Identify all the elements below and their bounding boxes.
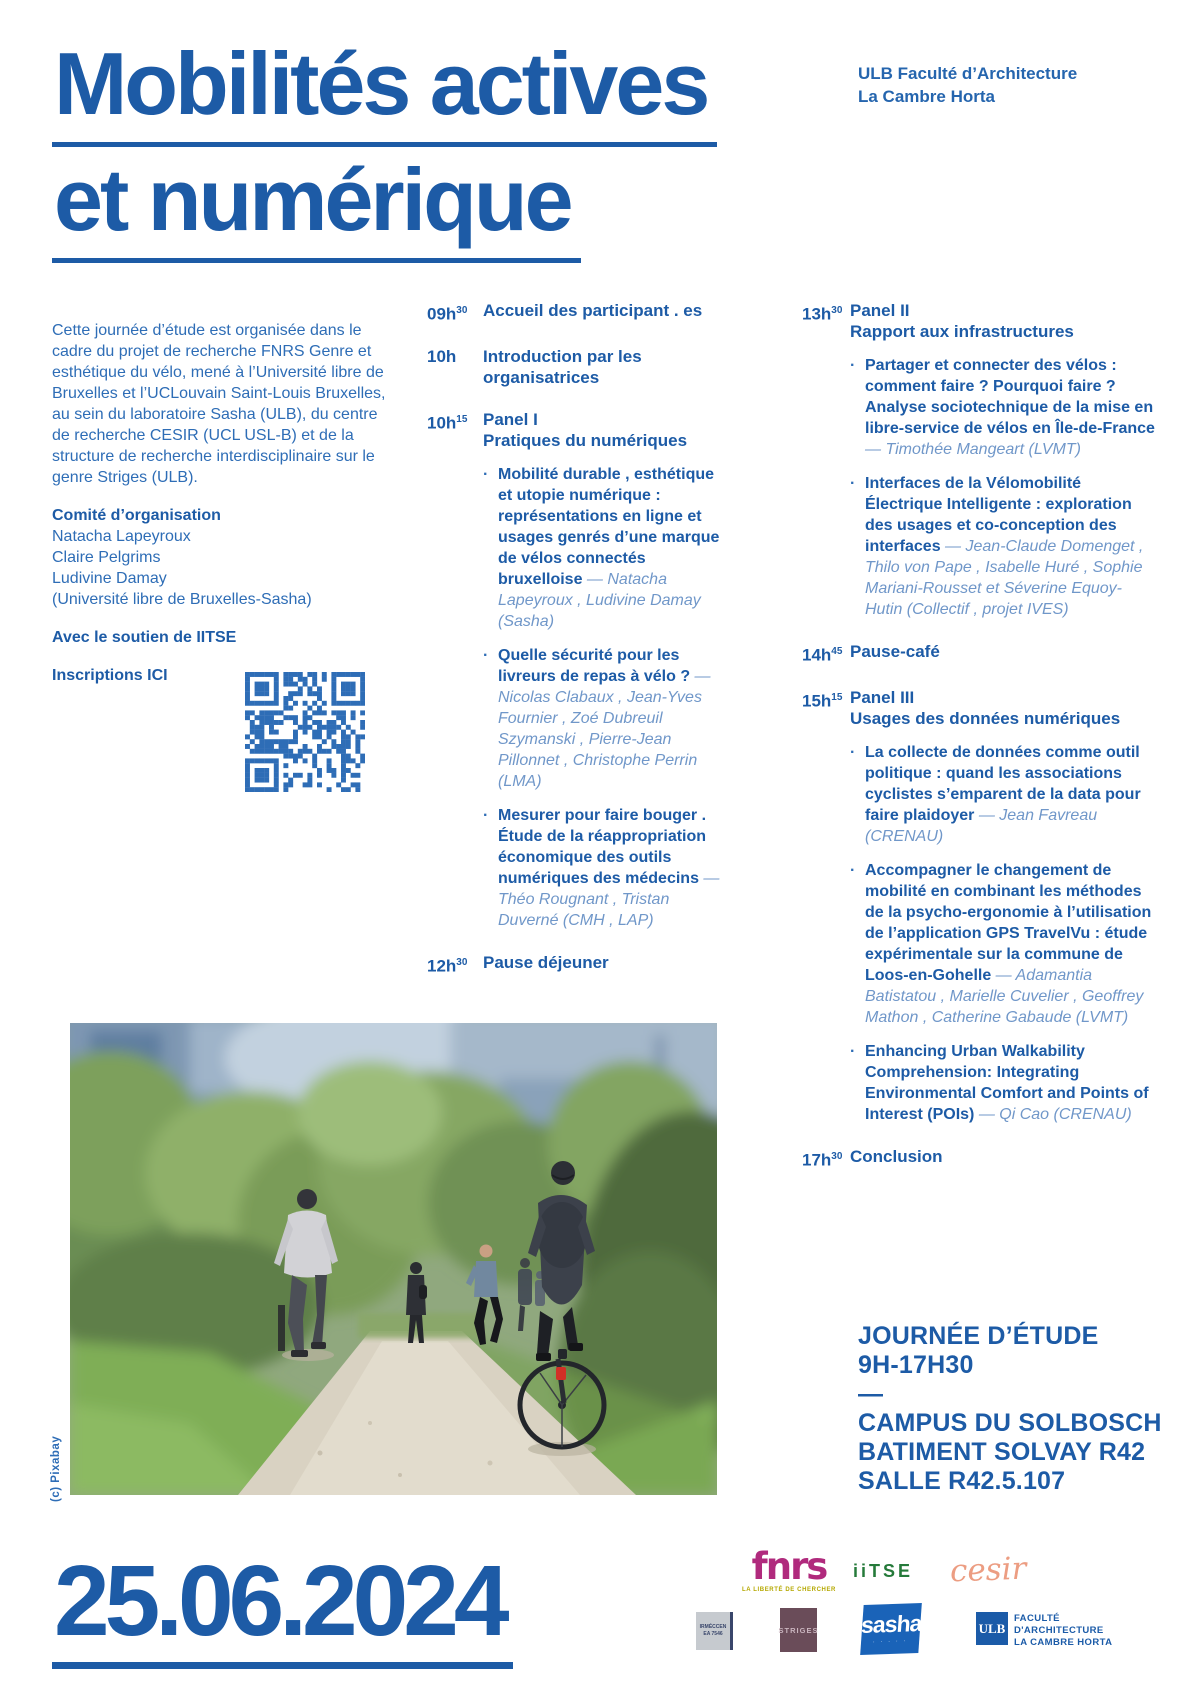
page-title-line1: Mobilités actives [52,40,717,147]
fnrs-tagline: LA LIBERTÉ DE CHERCHER [742,1587,836,1593]
page-title [52,34,717,272]
session-title: Panel I [483,409,538,429]
ulb-logo-box: ULB [976,1612,1008,1645]
registration-label: Inscriptions [52,667,143,684]
schedule-morning-column [427,300,729,997]
time-label: $14h^{45}$ [802,645,843,665]
morning-session-3 [427,952,729,977]
cesir-logo: cesir [949,1550,1027,1590]
afternoon-session-1 [802,641,1156,666]
talk-authors: — Théo Rougnant , Tristan Duverné (CMH , LAP) [498,869,720,929]
morning-session-1 [427,346,729,388]
afternoon-session-3 [802,1146,1156,1171]
talk-title: Mobilité durable , esthétique et utopie numérique : représentations en ligne et usages genrés d’une marque de vélos connectés bruxelloise [498,465,720,588]
event-info-line-1: 9H-17H30 [858,1351,974,1379]
bullet-icon: · [850,1042,856,1060]
time-label: $15h^{15}$ [802,691,843,711]
support-note: Avec le soutien de IITSE [52,629,237,646]
time-label: $12h^{30}$ [427,956,468,976]
page-title-line2: et numérique [52,156,581,263]
bullet-icon: · [850,743,856,761]
session-subtitle: Pratiques du numériques [483,430,688,450]
talk-2 [850,1041,1156,1125]
talk-authors: — Timothée Mangeart (LVMT) [865,441,1081,458]
talk-authors: — Qi Cao (CRENAU) [978,1105,1132,1123]
bullet-icon: · [850,475,856,492]
talk-authors: — Nicolas Clabaux , Jean-Yves Fournier , Zoé Dubreuil Szymanski , Pierre-Jean Pillonnet , Christophe Perrin (LMA) [498,667,711,790]
bullet-icon: · [850,357,856,374]
irmeccen-line1: IRMÉCCEN [699,1624,727,1630]
bullet-icon: · [483,465,489,483]
talk-authors: — Jean-Claude Domenget , Thilo von Pape , Isabelle Huré , Sophie Mariani-Rousset et Séverine Equoy-Hutin (Collectif , projet IVES) [865,538,1144,618]
session-title: Accueil des participant . es [483,301,703,320]
committee-members [52,526,386,589]
iitse-logo: iiTSE [853,1561,914,1581]
event-info-line-4: BATIMENT SOLVAY R42 [858,1438,1146,1466]
talk-title: La collecte de données comme outil politique : quand les associations cyclistes s’emparent de la data pour faire plaidoyer [865,743,1141,824]
talk-0 [483,464,729,632]
sasha-dots: · · · · · [872,1638,908,1646]
talk-authors: — Adamantia Batistatou , Marielle Cuvelier , Geoffrey Mathon , Catherine Gabaude (LVMT) [865,966,1144,1026]
intro-paragraph: Cette journée d’étude est organisée dans le cadre du projet de recherche FNRS Genre et esthétique du vélo, mené à l’Université libre de Bruxelles et l’UCLouvain Saint-Louis Bruxelles, au sein du laboratoire Sasha (ULB), du centre de recherche CESIR (UCL USL-B) et de la structure de recherche interdisciplinaire sur le genre Striges (ULB). [52,322,386,486]
session-subtitle: Usages des données numériques [850,708,1121,728]
committee-member-1: Claire Pelgrims [52,549,161,566]
bullet-icon: · [483,806,489,824]
ulb-text-line3: LA CAMBRE HORTA [1014,1637,1113,1649]
sasha-logo [860,1603,922,1655]
session-title: Panel II [850,301,910,320]
session-title: Panel III [850,687,915,707]
event-photo [70,1023,717,1495]
registration-qr-code [245,672,365,792]
event-info-block [858,1322,1162,1496]
event-date: 25.06.2024 [52,1556,513,1669]
faculty-affiliation-line2: La Cambre Horta [858,87,995,107]
committee-member-0: Natacha Lapeyroux [52,528,191,545]
morning-session-2 [427,409,729,931]
talk-1 [850,473,1156,620]
morning-session-0 [427,300,729,325]
registration-link[interactable]: ICI [147,667,168,684]
talk-title: Quelle sécurité pour les livreurs de repas à vélo ? [498,646,695,685]
bullet-icon: · [483,646,489,664]
talk-title: Accompagner le changement de mobilité en combinant les méthodes de la psycho-ergonomie à l’utilisation de l’application GPS TravelVu : étude expérimentale sur la commune de Loos-en-Gohelle [865,861,1152,984]
committee-affiliation: (Université libre de Bruxelles-Sasha) [52,591,312,608]
talk-title: Mesurer pour faire bouger . Étude de la réappropriation économique des outils numériques des médecins [498,806,707,887]
time-label: $09h^{30}$ [427,304,468,324]
session-subtitle: Rapport aux infrastructures [850,322,1074,341]
ulb-text-line1: FACULTÉ [1014,1613,1060,1624]
faculty-affiliation [858,62,1077,109]
talk-0 [850,355,1156,460]
talk-title: Enhancing Urban Walkability Comprehension: Integrating Environmental Comfort and Points of Interest (POIs) [865,1042,1149,1123]
time-label: $17h^{30}$ [802,1150,843,1170]
afternoon-session-2 [802,687,1156,1125]
event-info-line-3: CAMPUS DU SOLBOSCH [858,1409,1162,1437]
schedule-afternoon-column [802,300,1156,1191]
talk-authors: — Jean Favreau (CRENAU) [865,806,1098,845]
session-title: Introduction par les organisatrices [483,346,642,387]
ulb-logo-text [1014,1612,1112,1649]
talk-1 [483,645,729,792]
fnrs-wordmark: fnrs [751,1545,827,1588]
talk-authors: — Natacha Lapeyroux , Ludivine Damay (Sasha) [498,570,701,630]
bollard [278,1305,285,1351]
irmeccen-line2: EA 7546 [703,1631,723,1637]
irmeccen-logo [696,1612,733,1650]
afternoon-session-0 [802,300,1156,620]
talk-title: Interfaces de la Vélomobilité Électrique Intelligente : exploration des usages et co-conception des interfaces [865,475,1132,555]
time-label: $10h^{15}$ [427,413,468,433]
striges-logo: STRIGES [780,1608,817,1652]
committee-member-2: Ludivine Damay [52,570,167,587]
photo-credit: (c) Pixabay [50,1435,62,1502]
talk-0 [850,742,1156,847]
time-label: $13h^{30}$ [802,304,843,324]
ulb-logo [976,1612,1112,1649]
event-info-line-5: SALLE R42.5.107 [858,1467,1066,1495]
photo-path-scene [70,1023,717,1495]
intro-column [52,320,386,686]
time-label: 10h [427,346,457,366]
bullet-icon: · [850,861,856,879]
talk-title: Partager et connecter des vélos : comment faire ? Pourquoi faire ? Analyse sociotechnique de la mise en libre-service de vélos en Île-de-France [865,357,1155,437]
event-info-line-0: JOURNÉE D’ÉTUDE [858,1322,1099,1350]
committee-heading: Comité d’organisation [52,507,221,524]
fnrs-logo [742,1545,836,1593]
faculty-affiliation-line1: ULB Faculté d’Architecture [858,64,1078,83]
session-title: Pause-café [850,642,940,661]
session-title: Conclusion [850,1146,943,1166]
ulb-text-line2: D'ARCHITECTURE [1014,1625,1104,1637]
event-info-line-2: — [858,1380,884,1408]
sasha-wordmark: sasha [860,1609,923,1639]
session-title: Pause déjeuner [483,952,609,972]
talk-1 [850,860,1156,1028]
talk-2 [483,805,729,931]
